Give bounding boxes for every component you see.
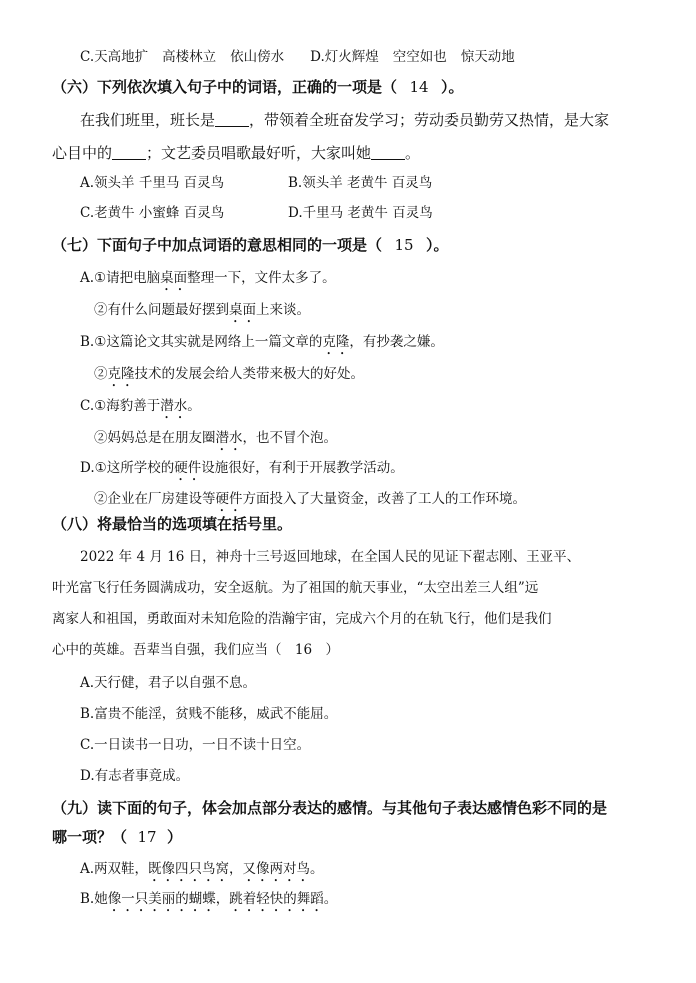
- q7-c2-pre: ②妈妈总是在朋友圈: [94, 430, 216, 446]
- q6-blank-3: [371, 145, 405, 160]
- q7-b1-pre: B.①这篇论文其实就是网络上一篇文章的: [80, 334, 323, 350]
- q7-d2-dotted-word: 硬件: [215, 491, 243, 507]
- q7-option-a-sentence-2: [94, 300, 310, 326]
- q6-passage-line-1: [80, 110, 609, 130]
- q7-b1-dotted-word: 克隆: [322, 334, 350, 350]
- q6-passage-line-2: [52, 143, 420, 163]
- q9-b-post: 。: [323, 891, 338, 907]
- q7-option-c-sentence-2: [94, 428, 337, 454]
- q7-d1-dotted-word: 硬件: [174, 460, 202, 476]
- q8-passage-line-3: 离家人和祖国，勇敢面对未知危险的浩瀚宇宙，完成六个月的在轨飞行，他们是我们: [52, 611, 552, 627]
- q5-option-d-word-3: 惊天动地: [460, 49, 515, 65]
- q7-a2-pre: ②有什么问题最好摆到: [94, 302, 229, 318]
- q5-option-d-word-2: 空空如也: [392, 49, 447, 65]
- q5-options-row: [80, 47, 515, 67]
- q6-title-close: ）。: [441, 78, 464, 96]
- q5-option-d-label: D.: [310, 49, 325, 65]
- q6-passage-text-2c: 。: [405, 144, 421, 162]
- q9-option-b: [80, 889, 337, 915]
- q8-option-d: D.有志者事竟成。: [80, 768, 190, 784]
- q7-option-d-sentence-2: [94, 489, 526, 515]
- q7-option-b-sentence-2: [94, 364, 364, 390]
- q7-b2-post: 技术的发展会给人类带来极大的好处。: [134, 366, 364, 382]
- q9-title-line-2-text: 哪一项？（: [52, 828, 128, 846]
- q9-a-pre: A.两双鞋，: [80, 861, 149, 877]
- q8-passage-line-4-close: ）: [325, 642, 339, 658]
- q6-title: [52, 76, 464, 98]
- q7-a1-pre: A.①请把电脑: [80, 270, 161, 286]
- q6-passage-text-2b: ；文艺委员唱歌最好听，大家叫她: [146, 144, 372, 162]
- q7-b2-dotted-word: 克隆: [107, 366, 135, 382]
- q8-passage-line-4-text: 心中的英雄。吾辈当自强，我们应当（: [52, 642, 282, 658]
- q6-blank-2: [112, 145, 146, 160]
- q9-title-close: ）: [167, 828, 183, 846]
- q9-a-post: 。: [310, 861, 324, 877]
- q7-option-d-sentence-1: [80, 458, 404, 484]
- q8-passage-line-2: 叶光富飞行任务圆满成功，安全返航。为了祖国的航天事业，“太空出差三人组”远: [52, 580, 539, 596]
- q9-title-line-2: [52, 826, 182, 848]
- q8-answer-number: 16: [294, 642, 313, 658]
- q9-b-pre: B.她: [80, 891, 108, 907]
- q6-answer-number: 14: [409, 78, 429, 96]
- q7-c1-dotted-word: 潜水: [160, 398, 188, 414]
- q7-b1-post: ，有抄袭之嫌。: [349, 334, 444, 350]
- q8-title: （八）将最恰当的选项填在括号里。: [52, 515, 293, 533]
- q8-passage-line-1: 2022 年 4 月 16 日，神舟十三号返回地球，在全国人民的见证下翟志刚、王亚平、: [80, 549, 581, 565]
- q7-d2-pre: ②企业在厂房建设等: [94, 491, 216, 507]
- q7-d1-post: 设施很好，有利于开展教学活动。: [201, 460, 404, 476]
- q7-a2-post: 上来谈。: [256, 302, 310, 318]
- q8-option-b: B.富贵不能淫，贫贱不能移，威武不能屈。: [80, 706, 338, 722]
- q7-title-text: （七）下面句子中加点词语的意思相同的一项是（: [52, 236, 383, 254]
- q7-c2-dotted-word: 潜水: [215, 430, 243, 446]
- q7-option-c-sentence-1: [80, 396, 201, 422]
- q8-option-a: A.天行健，君子以自强不息。: [80, 675, 257, 691]
- q7-option-b-sentence-1: [80, 332, 444, 358]
- q5-option-c-label: C.: [80, 49, 95, 65]
- q7-option-a-sentence-1: [80, 268, 336, 294]
- q5-option-c-word-3: 依山傍水: [230, 49, 285, 65]
- q9-answer-number: 17: [137, 828, 157, 846]
- q6-option-b: B.领头羊 老黄牛 百灵鸟: [288, 175, 433, 191]
- q6-title-text: （六）下列依次填入句子中的词语，正确的一项是（: [52, 78, 398, 96]
- q7-c1-post: 。: [187, 398, 201, 414]
- q8-option-c: C.一日读书一日功，一日不读十日空。: [80, 737, 311, 753]
- q7-title-close: ）。: [426, 236, 449, 254]
- q7-a2-dotted-word: 桌面: [229, 302, 256, 318]
- q7-b2-pre: ②: [94, 366, 108, 382]
- q6-option-a: A.领头羊 千里马 百灵鸟: [80, 175, 225, 191]
- q8-passage-line-4: [52, 640, 339, 660]
- q9-b-dotted-phrase: 像一只美丽的蝴蝶，跳着轻快的舞蹈: [107, 891, 324, 907]
- q6-passage-text-1a: 在我们班里，班长是: [80, 111, 216, 129]
- q7-a1-post: 整理一下，文件太多了。: [187, 270, 336, 286]
- q6-passage-text-1b: ，带领着全班奋发学习；劳动委员勤劳又热情，是大家: [249, 111, 610, 129]
- q6-blank-1: [215, 112, 249, 127]
- q7-d2-post: 方面投入了大量资金，改善了工人的工作环境。: [242, 491, 526, 507]
- q7-answer-number: 15: [394, 236, 414, 254]
- q9-title-line-1: （九）读下面的句子，体会加点部分表达的感情。与其他句子表达感情色彩不同的是: [52, 799, 608, 817]
- q5-option-c-word-2: 高楼林立: [162, 49, 217, 65]
- q7-a1-dotted-word: 桌面: [160, 270, 188, 286]
- q7-title: [52, 234, 449, 256]
- q9-option-a: [80, 859, 324, 885]
- q5-option-d-word-1: 灯火辉煌: [324, 49, 379, 65]
- q5-option-c-word-1: 天高地扩: [94, 49, 149, 65]
- q7-d1-pre: D.①这所学校的: [80, 460, 175, 476]
- q7-c2-post: ，也不冒个泡。: [242, 430, 337, 446]
- q6-passage-text-2a: 心目中的: [52, 144, 113, 162]
- q6-option-c: C.老黄牛 小蜜蜂 百灵鸟: [80, 205, 225, 221]
- q6-option-d: D.千里马 老黄牛 百灵鸟: [288, 205, 433, 221]
- q7-c1-pre: C.①海豹善于: [80, 398, 161, 414]
- q9-a-dotted-phrase: 既像四只鸟窝，又像两对鸟: [148, 861, 311, 877]
